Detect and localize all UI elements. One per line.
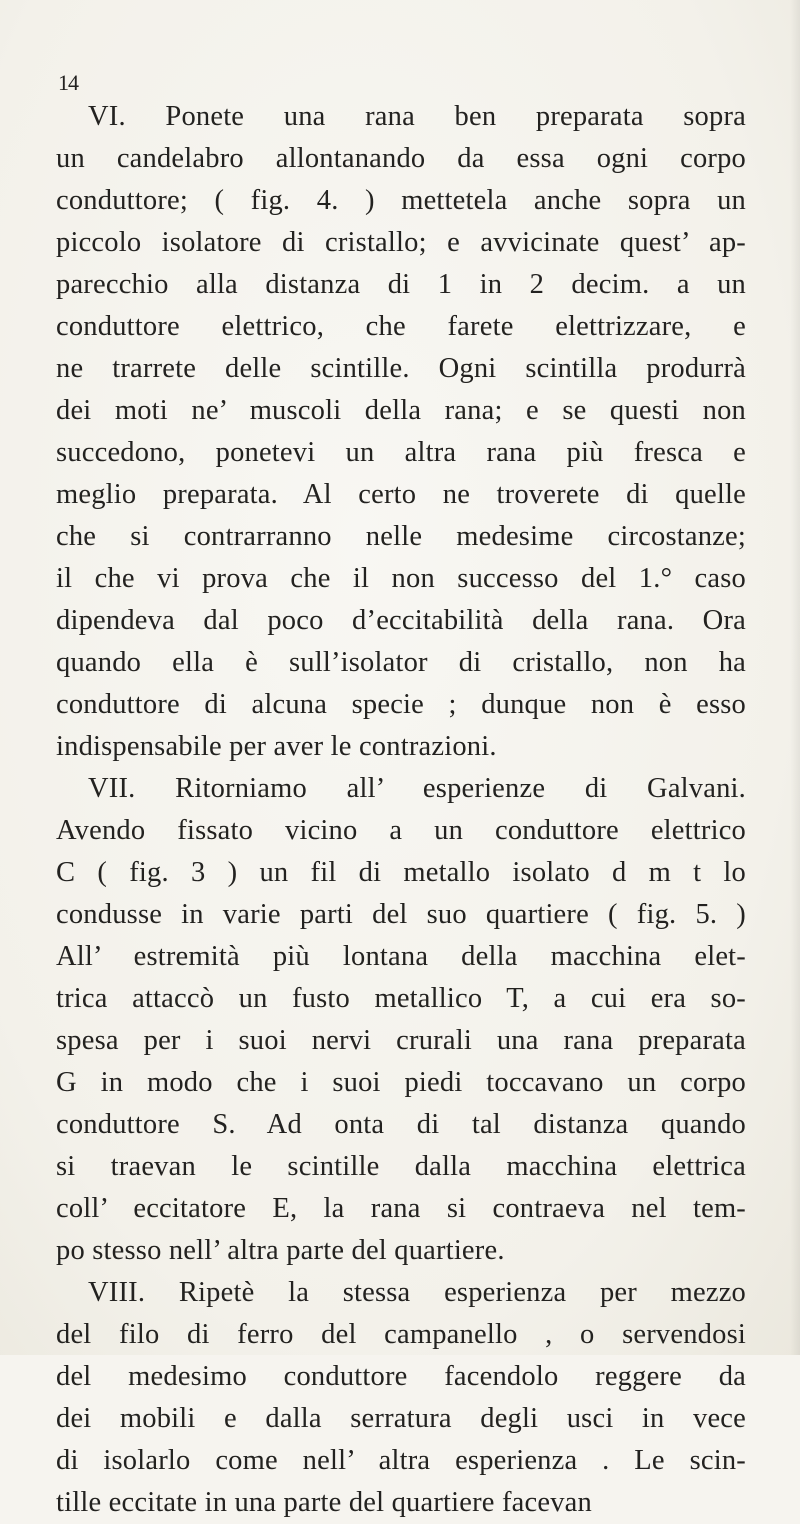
text-line: spesa per i suoi nervi crurali una rana preparata <box>56 1025 746 1056</box>
text-line: G in modo che i suoi piedi toccavano un corpo <box>56 1067 746 1098</box>
text-line: conduttore S. Ad onta di tal distanza quando <box>56 1109 746 1140</box>
text-line: si traevan le scintille dalla macchina elettrica <box>56 1151 746 1182</box>
text-line: il che vi prova che il non successo del 1.° caso <box>56 563 746 594</box>
text-line: indispensabile per aver le contrazioni. <box>56 731 497 762</box>
text-line: VI. Ponete una rana ben preparata sopra <box>88 101 746 132</box>
text-line: condusse in varie parti del suo quartiere ( fig. 5. ) <box>56 899 746 930</box>
text-line: dipendeva dal poco d’eccitabilità della rana. Ora <box>56 605 746 636</box>
text-line: conduttore di alcuna specie ; dunque non è esso <box>56 689 746 720</box>
text-line: quando ella è sull’isolator di cristallo, non ha <box>56 647 746 678</box>
text-line: trica attaccò un fusto metallico T, a cui era so- <box>56 983 746 1014</box>
text-line: del filo di ferro del campanello , o servendosi <box>56 1319 746 1350</box>
text-line: conduttore; ( fig. 4. ) mettetela anche sopra un <box>56 185 746 216</box>
text-line: Avendo fissato vicino a un conduttore elettrico <box>56 815 746 846</box>
page-number: 14 <box>58 70 78 95</box>
text-line: VIII. Ripetè la stessa esperienza per mezzo <box>88 1277 746 1308</box>
text-line: conduttore elettrico, che farete elettrizzare, e <box>56 311 746 342</box>
text-line: C ( fig. 3 ) un fil di metallo isolato d m t lo <box>56 857 746 888</box>
text-line: po stesso nell’ altra parte del quartiere. <box>56 1235 505 1266</box>
text-line: VII. Ritorniamo all’ esperienze di Galvani. <box>88 773 746 804</box>
text-line: parecchio alla distanza di 1 in 2 decim. a un <box>56 269 746 300</box>
text-line: succedono, ponetevi un altra rana più fresca e <box>56 437 746 468</box>
text-line: All’ estremità più lontana della macchina elet- <box>56 941 746 972</box>
page-edge-shadow <box>790 0 800 1355</box>
text-line: dei moti ne’ muscoli della rana; e se questi non <box>56 395 746 426</box>
body-text <box>56 96 746 1524</box>
text-line: che si contrarranno nelle medesime circostanze; <box>56 521 746 552</box>
text-line: piccolo isolatore di cristallo; e avvicinate quest’ ap- <box>56 227 746 258</box>
text-line: del medesimo conduttore facendolo reggere da <box>56 1361 746 1392</box>
text-line: un candelabro allontanando da essa ogni corpo <box>56 143 746 174</box>
text-line: dei mobili e dalla serratura degli usci in vece <box>56 1403 746 1434</box>
text-line: meglio preparata. Al certo ne troverete di quelle <box>56 479 746 510</box>
text-line: tille eccitate in una parte del quartiere facevan <box>56 1487 592 1518</box>
text-line: ne trarrete delle scintille. Ogni scintilla produrrà <box>56 353 746 384</box>
text-line: di isolarlo come nell’ altra esperienza . Le scin- <box>56 1445 746 1476</box>
text-line: coll’ eccitatore E, la rana si contraeva nel tem- <box>56 1193 746 1224</box>
